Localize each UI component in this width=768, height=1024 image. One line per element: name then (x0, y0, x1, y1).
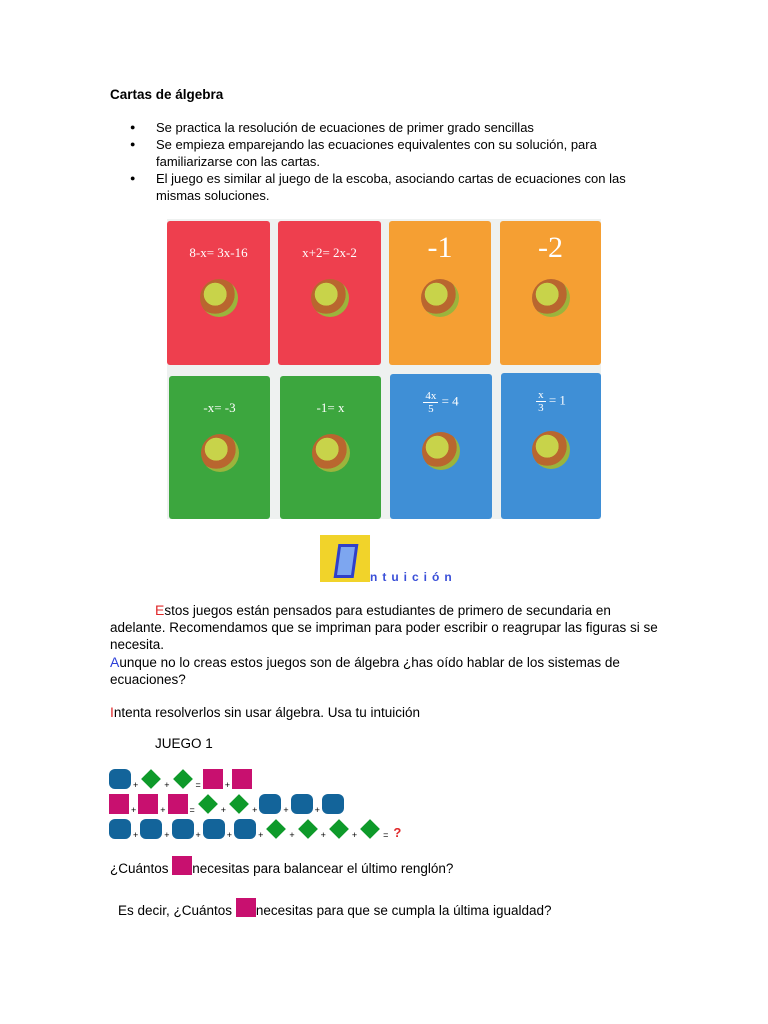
square-shape (203, 769, 223, 789)
question-mark: ? (393, 825, 402, 840)
card-logo-icon (532, 279, 570, 317)
puzzle-row-2: + + = + + + + (109, 793, 344, 815)
octagon-shape (172, 819, 194, 839)
octagon-shape (203, 819, 225, 839)
card-solution: -2 (500, 221, 601, 365)
card-logo-icon (312, 434, 350, 472)
square-shape (138, 794, 158, 814)
fraction: $\frac{4x}{5}$ (425, 390, 437, 415)
square-shape (232, 769, 252, 789)
bullet-item: ● El juego es similar al juego de la escoba, asociando cartas de ecuaciones con las mismas soluciones. (130, 170, 650, 204)
diamond-shape (266, 819, 286, 839)
diamond-shape (298, 819, 318, 839)
bullet-list (130, 119, 650, 204)
bullet-item: ● Se practica la resolución de ecuaciones de primer grado sencillas (130, 119, 650, 136)
game-label: JUEGO 1 (155, 736, 213, 751)
fraction: $\frac{x}{3}$ (538, 389, 544, 414)
card-logo-icon (200, 279, 238, 317)
square-shape (172, 856, 192, 875)
paragraph-intuition: Intenta resolverlos sin usar álgebra. Usa tu intuición (110, 704, 421, 720)
puzzle-row-1: + + = + (109, 768, 252, 790)
intuicion-logo-text: ntuición (370, 570, 457, 584)
puzzle-row-3: + + + + + + + + = ? (109, 818, 401, 840)
diamond-shape (141, 769, 161, 789)
cards-photo (167, 219, 601, 519)
card-solution: -1 (389, 221, 491, 365)
square-shape (236, 898, 256, 917)
card-equation: $\frac{4x}{5}$ = 4 (390, 374, 492, 519)
diamond-shape (329, 819, 349, 839)
card-equation: -x= -3 (169, 376, 270, 519)
card-logo-icon (311, 279, 349, 317)
square-shape (109, 794, 129, 814)
drop-cap: E (155, 602, 165, 618)
octagon-shape (259, 794, 281, 814)
octagon-shape (109, 769, 131, 789)
card-equation: 8-x= 3x-16 (167, 221, 270, 365)
question-1: ¿Cuántos necesitas para balancear el último renglón? (110, 856, 670, 877)
square-shape (168, 794, 188, 814)
page-title: Cartas de álgebra (110, 87, 224, 102)
octagon-shape (234, 819, 256, 839)
diamond-shape (173, 769, 193, 789)
card-logo-icon (422, 432, 460, 470)
card-equation: $\frac{x}{3}$ = 1 (501, 373, 601, 519)
drop-cap: A (110, 654, 120, 670)
card-equation: x+2= 2x-2 (278, 221, 381, 365)
card-logo-icon (201, 434, 239, 472)
diamond-shape (360, 819, 380, 839)
bullet-item: ● Se empieza emparejando las ecuaciones equivalentes con su solución, para familiarizarse con las cartas. (130, 136, 650, 170)
card-logo-icon (532, 431, 570, 469)
intuicion-logo-icon (320, 535, 370, 582)
octagon-shape (140, 819, 162, 839)
octagon-shape (322, 794, 344, 814)
card-equation: -1= x (280, 376, 381, 519)
drop-cap: I (110, 704, 114, 720)
paragraph-algebra: Aunque no lo creas estos juegos son de álgebra ¿has oído hablar de los sistemas de ecuaciones? (110, 654, 620, 687)
card-logo-icon (421, 279, 459, 317)
question-2: Es decir, ¿Cuántos necesitas para que se cumpla la última igualdad? (118, 898, 678, 919)
diamond-shape (198, 794, 218, 814)
octagon-shape (291, 794, 313, 814)
diamond-shape (229, 794, 249, 814)
octagon-shape (109, 819, 131, 839)
paragraph-intro: Estos juegos están pensados para estudiantes de primero de secundaria en adelante. Recomendamos que se impriman para poder escribir o reagrupar las figuras si se necesita. (110, 602, 658, 652)
